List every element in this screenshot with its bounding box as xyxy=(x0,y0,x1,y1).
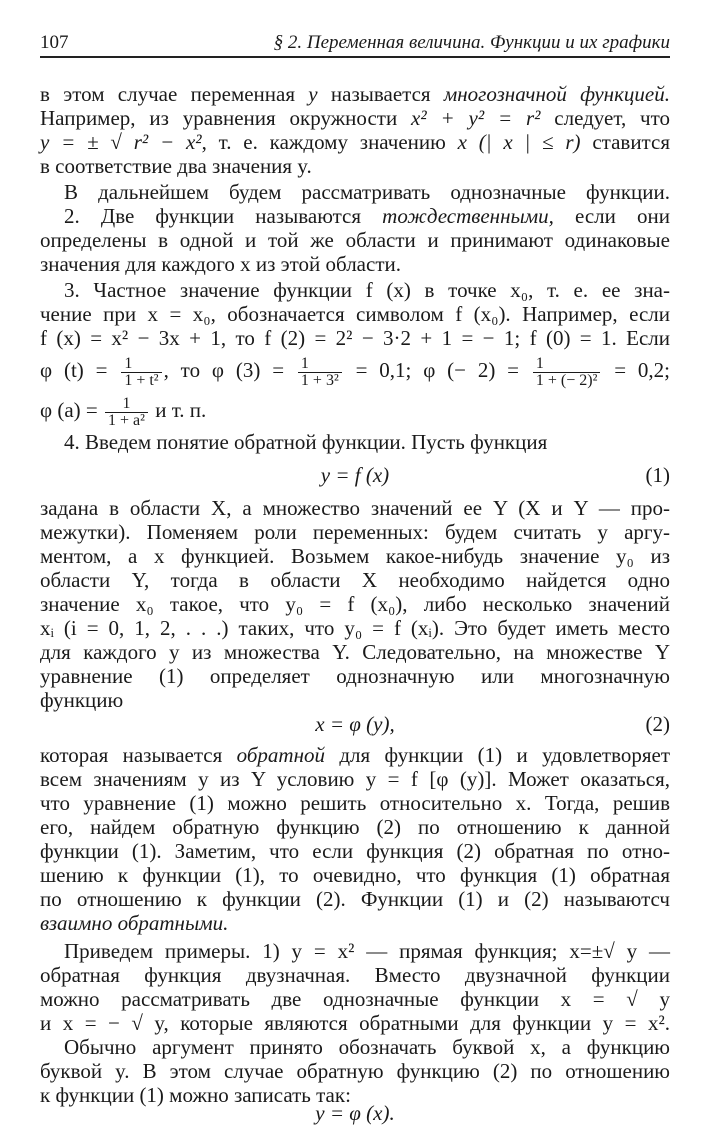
text-line: области Y, тогда в области X необходимо найдется одно xyxy=(40,568,670,592)
text-line: можно рассматривать две однозначные функции x = √ y xyxy=(40,987,670,1011)
equation-number: (2) xyxy=(645,712,670,736)
text-line: к функции (1) можно записать так: xyxy=(40,1083,351,1107)
fraction: $\frac{1}{\text{1 + 3²}}$ xyxy=(298,356,342,389)
text-line: в соответствие два значения y. xyxy=(40,154,312,178)
text-line: которая называется обратной для функции (1) и удовлетворяет xyxy=(40,743,670,767)
fraction: $\frac{1}{\text{1 + a²}}$ xyxy=(105,396,148,429)
text-line: значение x₀ такое, что y₀ = f (x₀), либо несколько значений xyxy=(40,592,670,616)
text-line: ментом, а x функцией. Возьмем какое-нибудь значение y₀ из xyxy=(40,544,670,568)
text-line: обратная функция двузначная. Вместо двузначной функции xyxy=(40,963,670,987)
text-line: 4. Введем понятие обратной функции. Пусть функция xyxy=(64,430,548,454)
text-line: y = ± √ r² − x², т. е. каждому значению x (| x | ≤ r) ставится xyxy=(40,130,670,154)
text-line: значения для каждого x из этой области. xyxy=(40,252,401,276)
text-line: буквой y. В этом случае обратную функцию (2) по отношению xyxy=(40,1059,670,1083)
text-line: чение при x = x₀, обозначается символом f (x₀). Например, если xyxy=(40,302,670,326)
text-line: по отношению к функции (2). Функции (1) и (2) называютсч xyxy=(40,887,670,911)
fraction: $\frac{1}{\text{1 + t²}}$ xyxy=(121,356,161,389)
text-line: в этом случае переменная y называется многозначной функцией. xyxy=(40,82,670,106)
formula-line: φ (a) = $\frac{1}{\text{1 + a²}}$ и т. п. xyxy=(40,394,207,429)
equation-3: y = φ (x). xyxy=(315,1101,395,1125)
text-line: Например, из уравнения окружности x² + y² = r² следует, что xyxy=(40,106,670,130)
equation-1: y = f (x) (1) xyxy=(320,463,670,487)
text-line: xᵢ (i = 0, 1, 2, . . .) таких, что y₀ = f (xᵢ). Это будет иметь место xyxy=(40,616,670,640)
equation-number: (1) xyxy=(645,463,670,487)
page-number: 107 xyxy=(40,32,69,53)
text-line: Приведем примеры. 1) y = x² — прямая функция; x=±√ y — xyxy=(64,939,670,963)
text-line: 2. Две функции называются тождественными, если они xyxy=(64,204,670,228)
text-line: определены в одной и той же области и принимают одинаковые xyxy=(40,228,670,252)
text-line: функцию xyxy=(40,688,124,712)
text-line: f (x) = x² − 3x + 1, то f (2) = 2² − 3·2 + 1 = − 1; f (0) = 1. Если xyxy=(40,326,670,350)
text-line: и x = − √ y, которые являются обратными для функции y = x². xyxy=(40,1011,670,1035)
text-line: задана в области X, а множество значений ее Y (X и Y — про- xyxy=(40,496,670,520)
text-line: функции (1). Заметим, что если функция (2) обратная по отно- xyxy=(40,839,670,863)
text-line: всем значениям y из Y условию y = f [φ (y)]. Может оказаться, xyxy=(40,767,670,791)
running-header xyxy=(40,30,670,58)
equation-2: x = φ (y), (2) xyxy=(315,712,670,736)
running-title: § 2. Переменная величина. Функции и их графики xyxy=(273,32,670,53)
text-line: В дальнейшем будем рассматривать однозначные функции. xyxy=(64,180,670,204)
text-line: его, найдем обратную функцию (2) по отношению к данной xyxy=(40,815,670,839)
text-line: для каждого y из множества Y. Следовательно, на множестве Y xyxy=(40,640,670,664)
text-line: межутки). Поменяем роли переменных: будем считать y аргу- xyxy=(40,520,670,544)
text-line: Обычно аргумент принято обозначать буквой x, а функцию xyxy=(64,1035,670,1059)
text-line: уравнение (1) определяет однозначную или многозначную xyxy=(40,664,670,688)
fraction: $\frac{1}{\text{1 + (− 2)²}}$ xyxy=(533,356,601,389)
text-line: шению к функции (1), то очевидно, что функция (1) обратная xyxy=(40,863,670,887)
text-line: 3. Частное значение функции f (x) в точке x₀, т. е. ее зна- xyxy=(64,278,670,302)
text-line: взаимно обратными. xyxy=(40,911,229,935)
formula-line: φ (t) = $\frac{1}{\text{1 + t²}}$ , то φ (3) = $\frac{1}{\text{1 + 3²}}$ = 0,1; φ (− 2) = $\frac{1}{\text{1 + (− 2)²}}$ = 0,2; xyxy=(40,354,670,389)
text-line: что уравнение (1) можно решить относительно x. Тогда, решив xyxy=(40,791,670,815)
